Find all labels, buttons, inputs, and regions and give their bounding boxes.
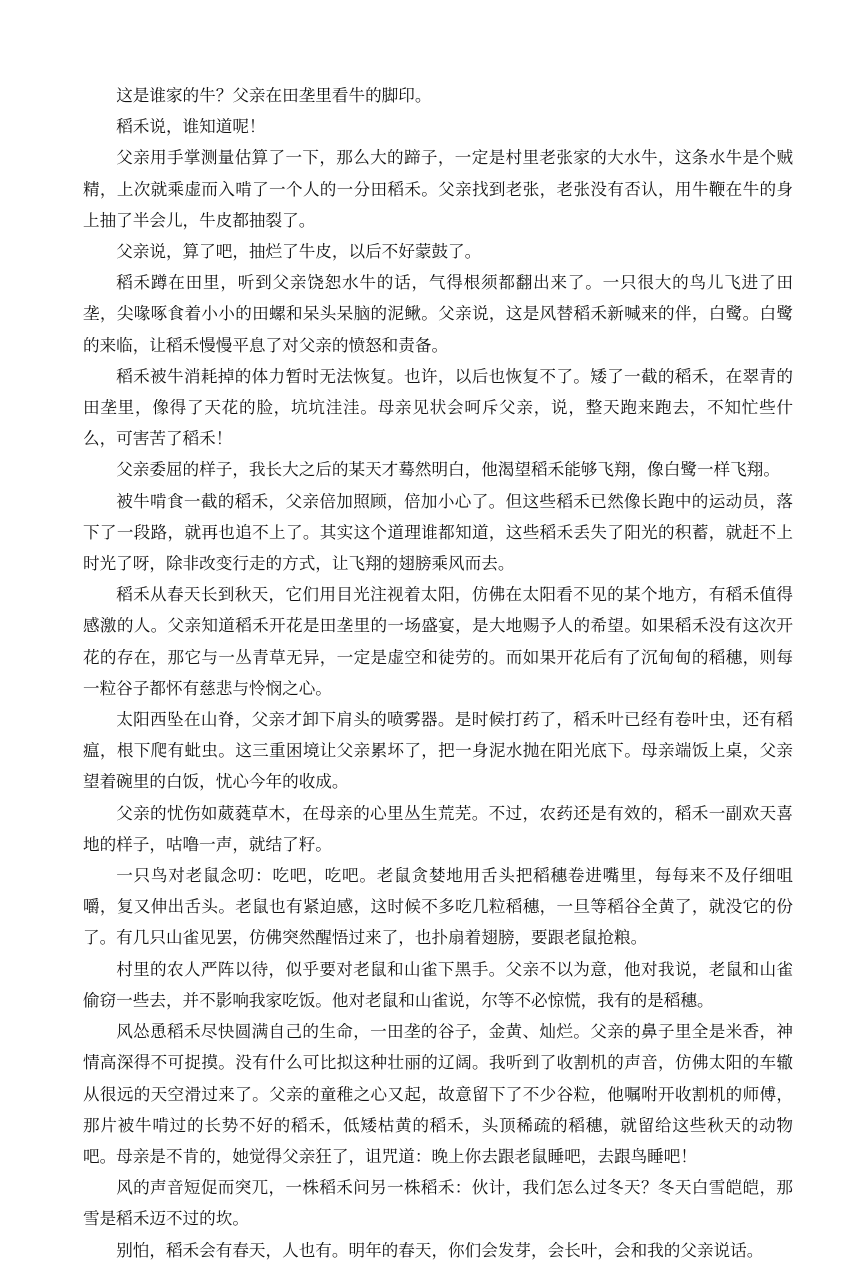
paragraph: 稻禾蹲在田里，听到父亲饶恕水牛的话，气得根须都翻出来了。一只很大的鸟儿飞进了田垄，尖喙啄食着小小的田螺和呆头呆脑的泥鳅。父亲说，这是风替稻禾新喊来的伴，白鹭。白鹭的来临，让稻禾慢慢平息了对父亲的愤怒和责备。 xyxy=(83,273,793,355)
paragraph: 父亲说，算了吧，抽烂了牛皮，以后不好蒙鼓了。 xyxy=(116,242,482,262)
paragraph: 别怕，稻禾会有春天，人也有。明年的春天，你们会发芽，会长叶，会和我的父亲说话。 xyxy=(116,1240,764,1260)
paragraph: 风的声音短促而突兀，一株稻禾问另一株稻禾：伙计，我们怎么过冬天？冬天白雪皑皑，那雪是稻禾迈不过的坎。 xyxy=(83,1178,793,1229)
paragraph: 村里的农人严阵以待，似乎要对老鼠和山雀下黑手。父亲不以为意，他对我说，老鼠和山雀偷窃一些去，并不影响我家吃饭。他对老鼠和山雀说，尔等不必惊慌，我有的是稻穗。 xyxy=(83,959,793,1010)
paragraph: 一只鸟对老鼠念叨：吃吧，吃吧。老鼠贪婪地用舌头把稻穗卷进嘴里，每每来不及仔细咀嚼，复又伸出舌头。老鼠也有紧迫感，这时候不多吃几粒稻穗，一旦等稻谷全黄了，就没它的份了。有几只山雀见罢，仿佛突然醒悟过来了，也扑扇着翅膀，要跟老鼠抢粮。 xyxy=(83,866,793,948)
paragraph: 父亲委屈的样子，我长大之后的某天才蓦然明白，他渴望稻禾能够飞翔，像白鹭一样飞翔。 xyxy=(116,460,780,480)
paragraph: 稻禾从春天长到秋天，它们用目光注视着太阳，仿佛在太阳看不见的某个地方，有稻禾值得感激的人。父亲知道稻禾开花是田垄里的一场盛宴，是大地赐予人的希望。如果稻禾没有这次开花的存在，那它与一丛青草无异，一定是虚空和徒劳的。而如果开花后有了沉甸甸的稻穗，则每一粒谷子都怀有慈悲与怜悯之心。 xyxy=(83,585,793,698)
paragraph: 被牛啃食一截的稻禾，父亲倍加照顾，倍加小心了。但这些稻禾已然像长跑中的运动员，落下了一段路，就再也追不上了。其实这个道理谁都知道，这些稻禾丢失了阳光的积蓄，就赶不上时光了呀，除非改变行走的方式，让飞翔的翅膀乘风而去。 xyxy=(83,491,793,574)
paragraph: 父亲的忧伤如葳蕤草木，在母亲的心里丛生荒芜。不过，农药还是有效的，稻禾一副欢天喜地的样子，咕噜一声，就结了籽。 xyxy=(83,803,793,854)
paragraph: 太阳西坠在山脊，父亲才卸下肩头的喷雾器。是时候打药了，稻禾叶已经有卷叶虫，还有稻瘟，根下爬有蚍虫。这三重困境让父亲累坏了，把一身泥水抛在阳光底下。母亲端饭上桌，父亲望着碗里的白饭，忧心今年的收成。 xyxy=(83,710,793,792)
paragraph: 稻禾说，谁知道呢！ xyxy=(116,117,266,137)
paragraph: 风怂恿稻禾尽快圆满自己的生命，一田垄的谷子，金黄、灿烂。父亲的鼻子里全是米香，神情高深得不可捉摸。没有什么可比拟这种壮丽的辽阔。我听到了收割机的声音，仿佛太阳的车辙从很远的天空滑过来了。父亲的童稚之心又起，故意留下了不少谷粒，他嘱咐开收割机的师傅，那片被牛啃过的长势不好的稻禾，低矮枯黄的稻禾，头顶稀疏的稻穗，就留给这些秋天的动物吧。母亲是不肯的，她觉得父亲狂了，诅咒道：晚上你去跟老鼠睡吧，去跟鸟睡吧！ xyxy=(83,1022,793,1166)
paragraph: 这是谁家的牛？父亲在田垄里看牛的脚印。 xyxy=(116,86,432,105)
paragraph: 父亲用手掌测量估算了一下，那么大的蹄子，一定是村里老张家的大水牛，这条水牛是个贼精，上次就乘虚而入啃了一个人的一分田稻禾。父亲找到老张，老张没有否认，用牛鞭在牛的身上抽了半会儿，牛皮都抽裂了。 xyxy=(83,148,793,230)
paragraph: 稻禾被牛消耗掉的体力暂时无法恢复。也许，以后也恢复不了。矮了一截的稻禾，在翠青的田垄里，像得了天花的脸，坑坑洼洼。母亲见状会呵斥父亲，说，整天跑来跑去，不知忙些什么，可害苦了稻禾！ xyxy=(83,366,793,449)
article-body xyxy=(83,80,793,1266)
